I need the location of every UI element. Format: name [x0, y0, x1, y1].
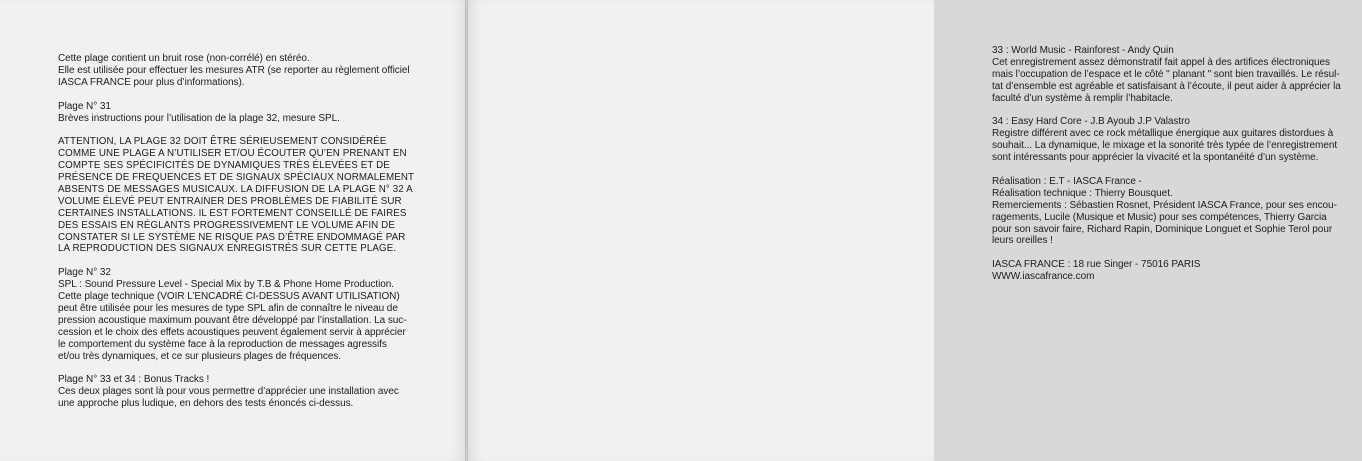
- right-page-text-line: leurs oreilles !: [992, 235, 1053, 247]
- left-page-text: [58, 53, 428, 422]
- right-page-text-line: Réalisation : E.T - IASCA France -: [992, 175, 1142, 187]
- left-page-text-line: Brèves instructions pour l’utilisation de la plage 32, mesure SPL.: [58, 112, 340, 124]
- right-page-text-line: 34 : Easy Hard Core - J.B Ayoub J.P Valastro: [992, 116, 1190, 128]
- left-page-text-line: COMME UNE PLAGE A N’UTILISER ET/OU ÉCOUTER QU’EN PRENANT EN: [58, 148, 407, 160]
- left-page-text-line: une approche plus ludique, en dehors des tests énoncés ci-dessus.: [58, 398, 354, 410]
- left-page-text-line: Plage N° 31: [58, 100, 111, 112]
- right-page-text-line: 33 : World Music - Rainforest - Andy Quin: [992, 45, 1174, 56]
- right-page-text-line: Remerciements : Sébastien Rosnet, Président IASCA France, pour ses encou-: [992, 199, 1337, 211]
- right-page-text-line: Registre différent avec ce rock métallique énergique aux guitares distordues à: [992, 128, 1334, 140]
- left-page-text-line: le comportement du système face à la reproduction de messages agressifs: [58, 338, 387, 350]
- right-page-text-line: tat d’ensemble est agréable et satisfaisant à l’écoute, il peut aider à apprécier la: [992, 80, 1341, 92]
- right-page-text-line: pour son savoir faire, Richard Rapin, Dominique Longuet et Sophie Terol pour: [992, 223, 1333, 235]
- left-page-text-line: Ces deux plages sont là pour vous permettre d’apprécier une installation avec: [58, 386, 399, 398]
- left-page-text-line: PRÉSENCE DE FREQUENCES ET DE SIGNAUX SPÉCIAUX NORMALEMENT: [58, 172, 415, 184]
- left-page-paragraph-1: [58, 53, 428, 89]
- right-page-text-line: souhait... La dynamique, le mixage et la sonorité très typée de l’enregistrement: [992, 140, 1338, 152]
- right-page-text-line: Cet enregistrement assez démonstratif fait appel à des artifices électroniques: [992, 56, 1330, 68]
- left-page-paragraph-3: [58, 136, 428, 255]
- left-page-text-line: DES ESSAIS EN RÉGLANTS PROGRESSIVEMENT LE VOLUME AFIN DE: [58, 219, 395, 231]
- left-page-paragraph-4: [58, 267, 428, 362]
- right-page-paragraph-2: [992, 116, 1362, 164]
- left-page-text-line: SPL : Sound Pressure Level - Special Mix by T.B & Phone Home Production.: [58, 279, 395, 291]
- left-page-text-line: COMPTE SES SPÉCIFICITÉS DE DYNAMIQUES TRÈS ÉLEVÉES ET DE: [58, 160, 390, 172]
- left-page-text-line: VOLUME ÉLEVÉ PEUT ENTRAINER DES PROBLÈMES DE FIABILITÉ SUR: [58, 195, 402, 207]
- left-page-text-line: CERTAINES INSTALLATIONS. IL EST FORTEMENT CONSEILLÉ DE FAIRES: [58, 207, 407, 219]
- left-page-paragraph-2: [58, 101, 428, 125]
- right-page-paragraph-1: [992, 45, 1362, 105]
- left-page-text-line: Cette plage contient un bruit rose (non-corrélé) en stéréo.: [58, 53, 310, 64]
- left-page-text-line: IASCA FRANCE pour plus d’informations).: [58, 76, 245, 88]
- left-page-text-line: Cette plage technique (VOIR L’ENCADRÉ CI-DESSUS AVANT UTILISATION): [58, 291, 400, 303]
- right-page-text-line: IASCA FRANCE : 18 rue Singer - 75016 PARIS: [992, 259, 1201, 271]
- right-page: [468, 0, 1341, 461]
- left-page-paragraph-5: [58, 374, 428, 410]
- left-page-text-line: Plage N° 33 et 34 : Bonus Tracks !: [58, 374, 210, 386]
- right-page-paragraph-4: [992, 259, 1362, 283]
- left-page-text-line: LA REPRODUCTION DES SIGNAUX ENREGISTRÉS SUR CETTE PLAGE.: [58, 243, 397, 255]
- left-page-text-line: cession et le choix des effets acoustiques peuvent également servir à apprécier: [58, 326, 406, 338]
- left-page-text-line: Plage N° 32: [58, 267, 111, 279]
- left-page-text-line: pression acoustique maximum pouvant être développé par l’installation. La suc-: [58, 314, 407, 326]
- right-page-paragraph-3: [992, 176, 1362, 247]
- left-page-text-line: ABSENTS DE MESSAGES MUSICAUX. LA DIFFUSION DE LA PLAGE N° 32 A: [58, 183, 413, 195]
- left-page-text-line: et/ou très dynamiques, et ce sur plusieurs plages de fréquences.: [58, 350, 342, 362]
- right-page-text-line: ragements, Lucile (Musique et Music) pour ses compétences, Thierry Garcia: [992, 211, 1327, 223]
- right-page-text: [992, 45, 1362, 295]
- left-page-text-line: ATTENTION, LA PLAGE 32 DOIT ÊTRE SÉRIEUSEMENT CONSIDÉRÉE: [58, 136, 387, 148]
- right-page-text-line: WWW.iascafrance.com: [992, 271, 1095, 283]
- right-page-text-line: sont intéressants pour apprécier la vivacité et la spontanéité d’un système.: [992, 152, 1319, 164]
- left-page-text-line: peut être utilisée pour les mesures de type SPL afin de connaître le niveau de: [58, 302, 398, 314]
- right-page-text-line: Réalisation technique : Thierry Bousquet.: [992, 187, 1173, 199]
- left-page: [0, 0, 466, 461]
- left-page-text-line: CONSTATER SI LE SYSTÈME NE RISQUE PAS D’ÊTRE ENDOMMAGÉ PAR: [58, 231, 406, 243]
- right-page-text-line: faculté d’un système à remplir l’habitacle.: [992, 92, 1173, 104]
- left-page-text-line: Elle est utilisée pour effectuer les mesures ATR (se reporter au règlement officiel: [58, 64, 410, 76]
- right-page-text-line: mais l’occupation de l’espace et le côté " planant " sont bien travaillés. Le résul-: [992, 68, 1340, 80]
